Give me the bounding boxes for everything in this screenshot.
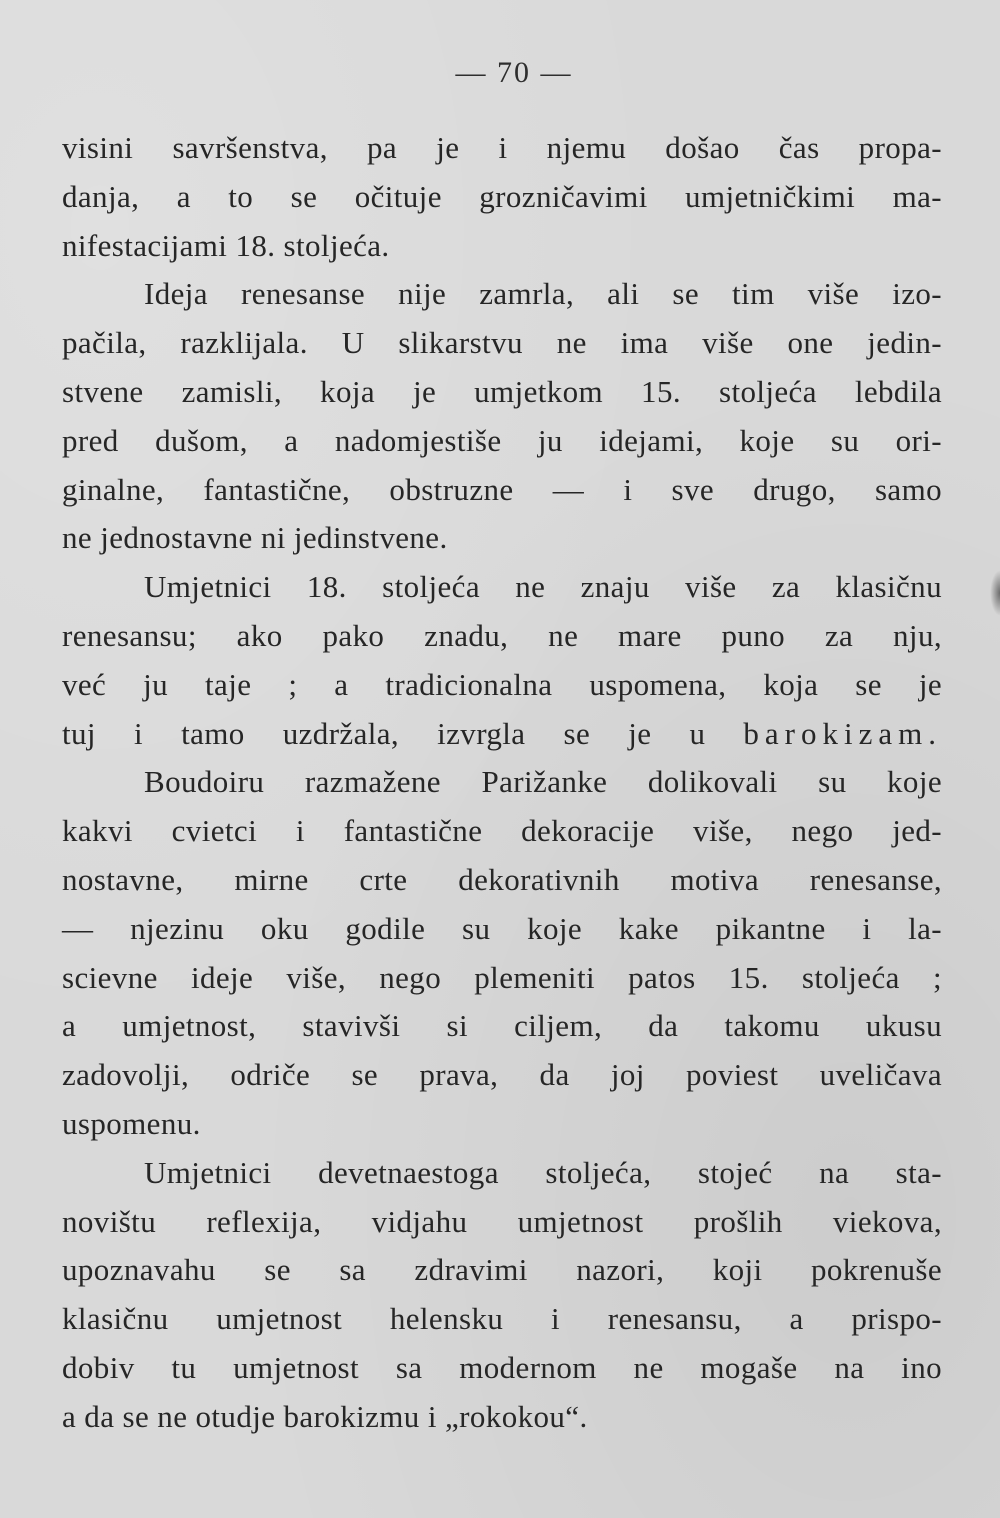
text-line: a da se ne otudje barokizmu i „rokokou“. <box>62 1398 588 1434</box>
text-line: visini savršenstva, pa je i njemu došao čas propa- <box>62 130 942 165</box>
book-page <box>62 56 942 1442</box>
text-line: već ju taje ; a tradicionalna uspomena, koja se je <box>62 666 942 702</box>
text-line: stvene zamisli, koja je umjetkom 15. stoljeća lebdila <box>62 373 942 409</box>
text-line: klasičnu umjetnost helensku i renesansu, a prispo- <box>62 1301 942 1337</box>
text-line: Umjetnici devetnaestoga stoljeća, stojeć na sta- <box>144 1154 942 1190</box>
text-line: upoznavahu se sa zdravimi nazori, koji pokrenuše <box>62 1252 942 1288</box>
spaced-emphasis-word: barokizam. <box>743 715 942 751</box>
paragraph-5 <box>62 1149 942 1442</box>
text-line: novištu reflexija, vidjahu umjetnost prošlih viekova, <box>62 1203 942 1239</box>
paragraph-4 <box>62 758 942 1148</box>
page-number: — 70 — <box>455 56 573 89</box>
text-line: uspomenu. <box>62 1105 201 1141</box>
text-line: dobiv tu umjetnost sa modernom ne mogaše na ino <box>62 1349 942 1385</box>
text-line: ginalne, fantastične, obstruzne — i sve drugo, samo <box>62 471 942 507</box>
text-line: danja, a to se očituje grozničavimi umjetničkimi ma- <box>62 178 942 214</box>
paragraph-3 <box>62 563 942 758</box>
text-line: Umjetnici 18. stoljeća ne znaju više za klasičnu <box>144 569 942 605</box>
text-line: scievne ideje više, nego plemeniti patos 15. stoljeća ; <box>62 959 942 995</box>
text-line: pred dušom, a nadomjestiše ju idejami, koje su ori- <box>62 422 942 458</box>
text-line <box>62 710 942 759</box>
text-line: renesansu; ako pako znadu, ne mare puno za nju, <box>62 617 942 653</box>
text-line: nifestacijami 18. stoljeća. <box>62 227 390 263</box>
text-line: ne jednostavne ni jedinstvene. <box>62 520 448 556</box>
text-line: Ideja renesanse nije zamrla, ali se tim više izo- <box>144 276 942 312</box>
text-line: zadovolji, odriče se prava, da joj poviest uveličava <box>62 1057 942 1093</box>
text-line: a umjetnost, stavivši si ciljem, da takomu ukusu <box>62 1008 942 1044</box>
text-line: pačila, razklijala. U slikarstvu ne ima više one jedin- <box>62 325 942 361</box>
paper-edge-blot <box>990 570 1000 616</box>
paragraph-1 <box>62 124 942 270</box>
paragraph-2 <box>62 270 942 563</box>
text-line: — njezinu oku godile su koje kake pikantne i la- <box>62 910 942 946</box>
text-line: kakvi cvietci i fantastične dekoracije više, nego jed- <box>62 813 942 849</box>
text-line-prefix: tuj i tamo uzdržala, izvrgla se je u <box>62 715 706 751</box>
text-line: nostavne, mirne crte dekorativnih motiva renesanse, <box>62 861 942 897</box>
text-line: Boudoiru razmažene Parižanke dolikovali su koje <box>144 764 942 800</box>
